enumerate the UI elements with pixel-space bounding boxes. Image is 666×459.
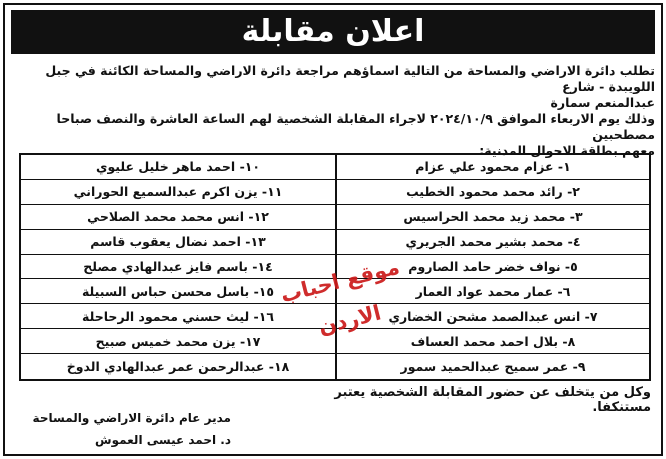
candidate-name: ٨- بلال احمد محمد العساف bbox=[335, 329, 649, 354]
candidate-name: ٣- محمد زيد محمد الحراسيس bbox=[335, 205, 649, 230]
candidate-name: ٢- رائد محمد محمود الخطيب bbox=[335, 180, 649, 205]
candidate-name: ١٨- عبدالرحمن عمر عبدالهادي الدوخ bbox=[66, 359, 290, 375]
candidate-name: ٦- عمار محمد عواد العمار bbox=[335, 279, 649, 304]
intro-line-2: عبدالمنعم سمارة bbox=[550, 95, 655, 110]
site-watermark: موقع احباب الاردن bbox=[278, 254, 402, 340]
candidate-name: ١٥- باسل محسن حباس السبيلة bbox=[21, 279, 335, 304]
candidate-name: ١٣- احمد نضال يعقوب قاسم bbox=[21, 230, 335, 255]
candidate-name: ٧- انس عبدالصمد مشحن الخضاري bbox=[335, 304, 649, 329]
candidates-table bbox=[19, 153, 651, 381]
candidate-name: ١٦- ليث حسني محمود الرحاحلة bbox=[21, 304, 335, 329]
intro-paragraph bbox=[15, 63, 655, 159]
candidate-name: ٩- عمر سميح عبدالحميد سمور bbox=[335, 354, 649, 379]
announcement-page bbox=[3, 3, 663, 456]
signature-block bbox=[21, 407, 231, 451]
signature-title: مدير عام دائرة الاراضي والمساحة bbox=[32, 411, 231, 425]
candidate-name: ١٠- احمد ماهر خليل عليوي bbox=[21, 155, 335, 180]
candidate-name: ١- عزام محمود علي عزام bbox=[335, 155, 649, 180]
intro-line-4: معهم بطاقة الاحوال المدنية: bbox=[479, 143, 655, 158]
candidate-name: ١٧- يزن محمد خميس صبيح bbox=[21, 329, 335, 354]
candidate-name: ٤- محمد بشير محمد الجريري bbox=[335, 230, 649, 255]
candidate-name: ١١- يزن اكرم عبدالسميع الحوراني bbox=[21, 180, 335, 205]
candidate-name: ٥- نواف خضر حامد الصاروم bbox=[335, 255, 649, 280]
closing-note: وكل من يتخلف عن حضور المقابلة الشخصية يعتبر مستنكفا. bbox=[334, 385, 651, 415]
announcement-title: اعلان مقابلة bbox=[11, 10, 655, 54]
signature-name: د. احمد عيسى العموش bbox=[95, 433, 231, 447]
intro-line-3: وذلك يوم الاربعاء الموافق ٢٠٢٤/١٠/٩ لاجراء المقابلة الشخصية لهم الساعة العاشرة والنصف صباحا مصطحبين bbox=[56, 111, 655, 142]
intro-line-1: تطلب دائرة الاراضي والمساحة من التالية اسماؤهم مراجعة دائرة الاراضي والمساحة الكائنة في جبل اللويبدة - شارع bbox=[45, 63, 655, 94]
candidate-name: ١٢- انس محمد محمد الصلاحي bbox=[21, 205, 335, 230]
candidate-name: ١٤- باسم فايز عبدالهادي مصلح bbox=[21, 255, 335, 280]
